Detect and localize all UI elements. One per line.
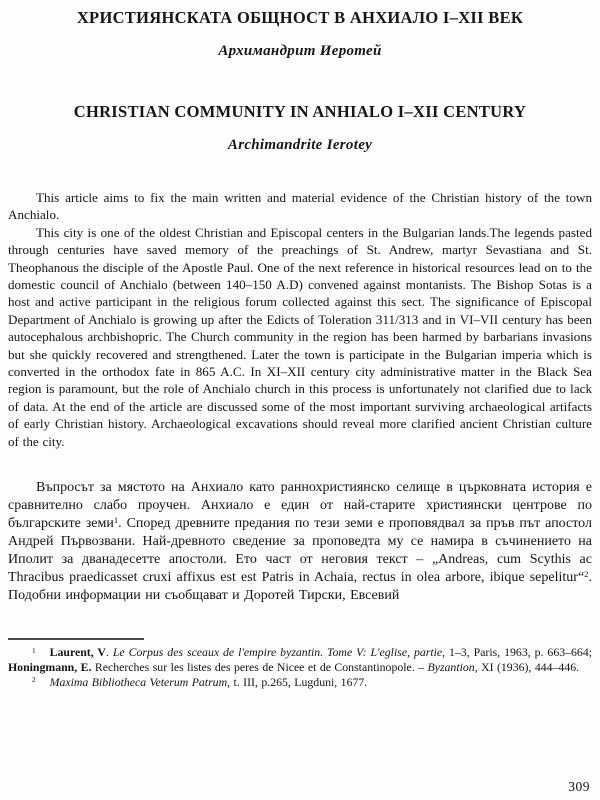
footnote-1: $^1$ Laurent, V. Le Corpus des sceaux de l'empire byzantin. Tome V: L'eglise, partie, 1–3, Paris, 1963, p. 663–664; Honingmann, E. Recherches sur les listes des peres de Nicee et de Constantinopole. – Byzantion, XI (1936), 444–446. [8, 645, 592, 675]
title-english: CHRISTIAN COMMUNITY IN ANHIALO I–XII CENTURY [73, 102, 527, 121]
abstract-paragraph-2: This city is one of the oldest Christian and Episcopal centers in the Bulgarian lands.The legends pasted through centuries have saved memory of the preachings of St. Andrew, martyr Sevastiana and St. Theophanous the disciple of the Apostle Paul. One of the next reference in historical resources lead on to the domestic council of Anchialo (between 140–150 A.D) convened against montanists. The Bishop Sotas is a host and active participant in the religious forum collected against this sect. The significance of Episcopal Department of Anchialo is growing up after the Edicts of Toleration 311/313 and in VI–VII century has been autocephalous archbishopric. The Church community in the region has been harmed by barbarians invasions but she quickly recovered and strengthened. Later the town is participate in the Bulgarian imperia which is converted in the orthodox fate in 865 A.C. In XI–XII century city administrative matter in the Black Sea region is paramount, but the role of Anchialo church in this process is unfortunately not clarified due to lack of data. At the end of the article are discussed some of the most important surviving archaeological artifacts of early Christian history. Archaeological excavations should reveal more clarified ancient Christian culture of the city. [8, 224, 592, 449]
body-paragraph: Въпросът за мястото на Анхиало като раннохристиянско селище в църковната история е сравнително слабо проучен. Анхиало е един от най-старите християнски центрове по българските земи$^1$. Според древните предания по тези земи е проповядвал за пръв път апостол Андрей Първозвани. Най-древното сведение за проповедта му се намира в съчинението на Иполит за дванадесетте апостоли. Ето част от неговия текст – „Andreas, cum Scythis ac Thracibus praedicasset cruxi affixus est est Patris in Achaia, rectus in olea arbore, ibique sepelitur“$^2$. Подобни информации ни съобщават и Доротей Тирски, Евсевий [8, 480, 592, 603]
author-english: Archimandrite Ierotey [227, 137, 373, 153]
abstract-paragraph-1: This article aims to fix the main written and material evidence of the Christian history of the town Anchialo. [8, 190, 592, 223]
footnote-separator [8, 638, 144, 640]
footnote-2: $^2$ Maxima Bibliotheca Veterum Patrum, t. III, p.265, Lugduni, 1677. [32, 674, 368, 689]
body-bulgarian [8, 479, 592, 604]
page-number: 309 [568, 779, 590, 794]
footnotes [8, 645, 592, 689]
author-bulgarian: Архимандрит Иеротей [218, 43, 382, 59]
abstract-english [8, 189, 592, 450]
title-bulgarian: ХРИСТИЯНСКАТА ОБЩНОСТ В АНХИАЛО I–XII ВЕК [76, 8, 524, 27]
